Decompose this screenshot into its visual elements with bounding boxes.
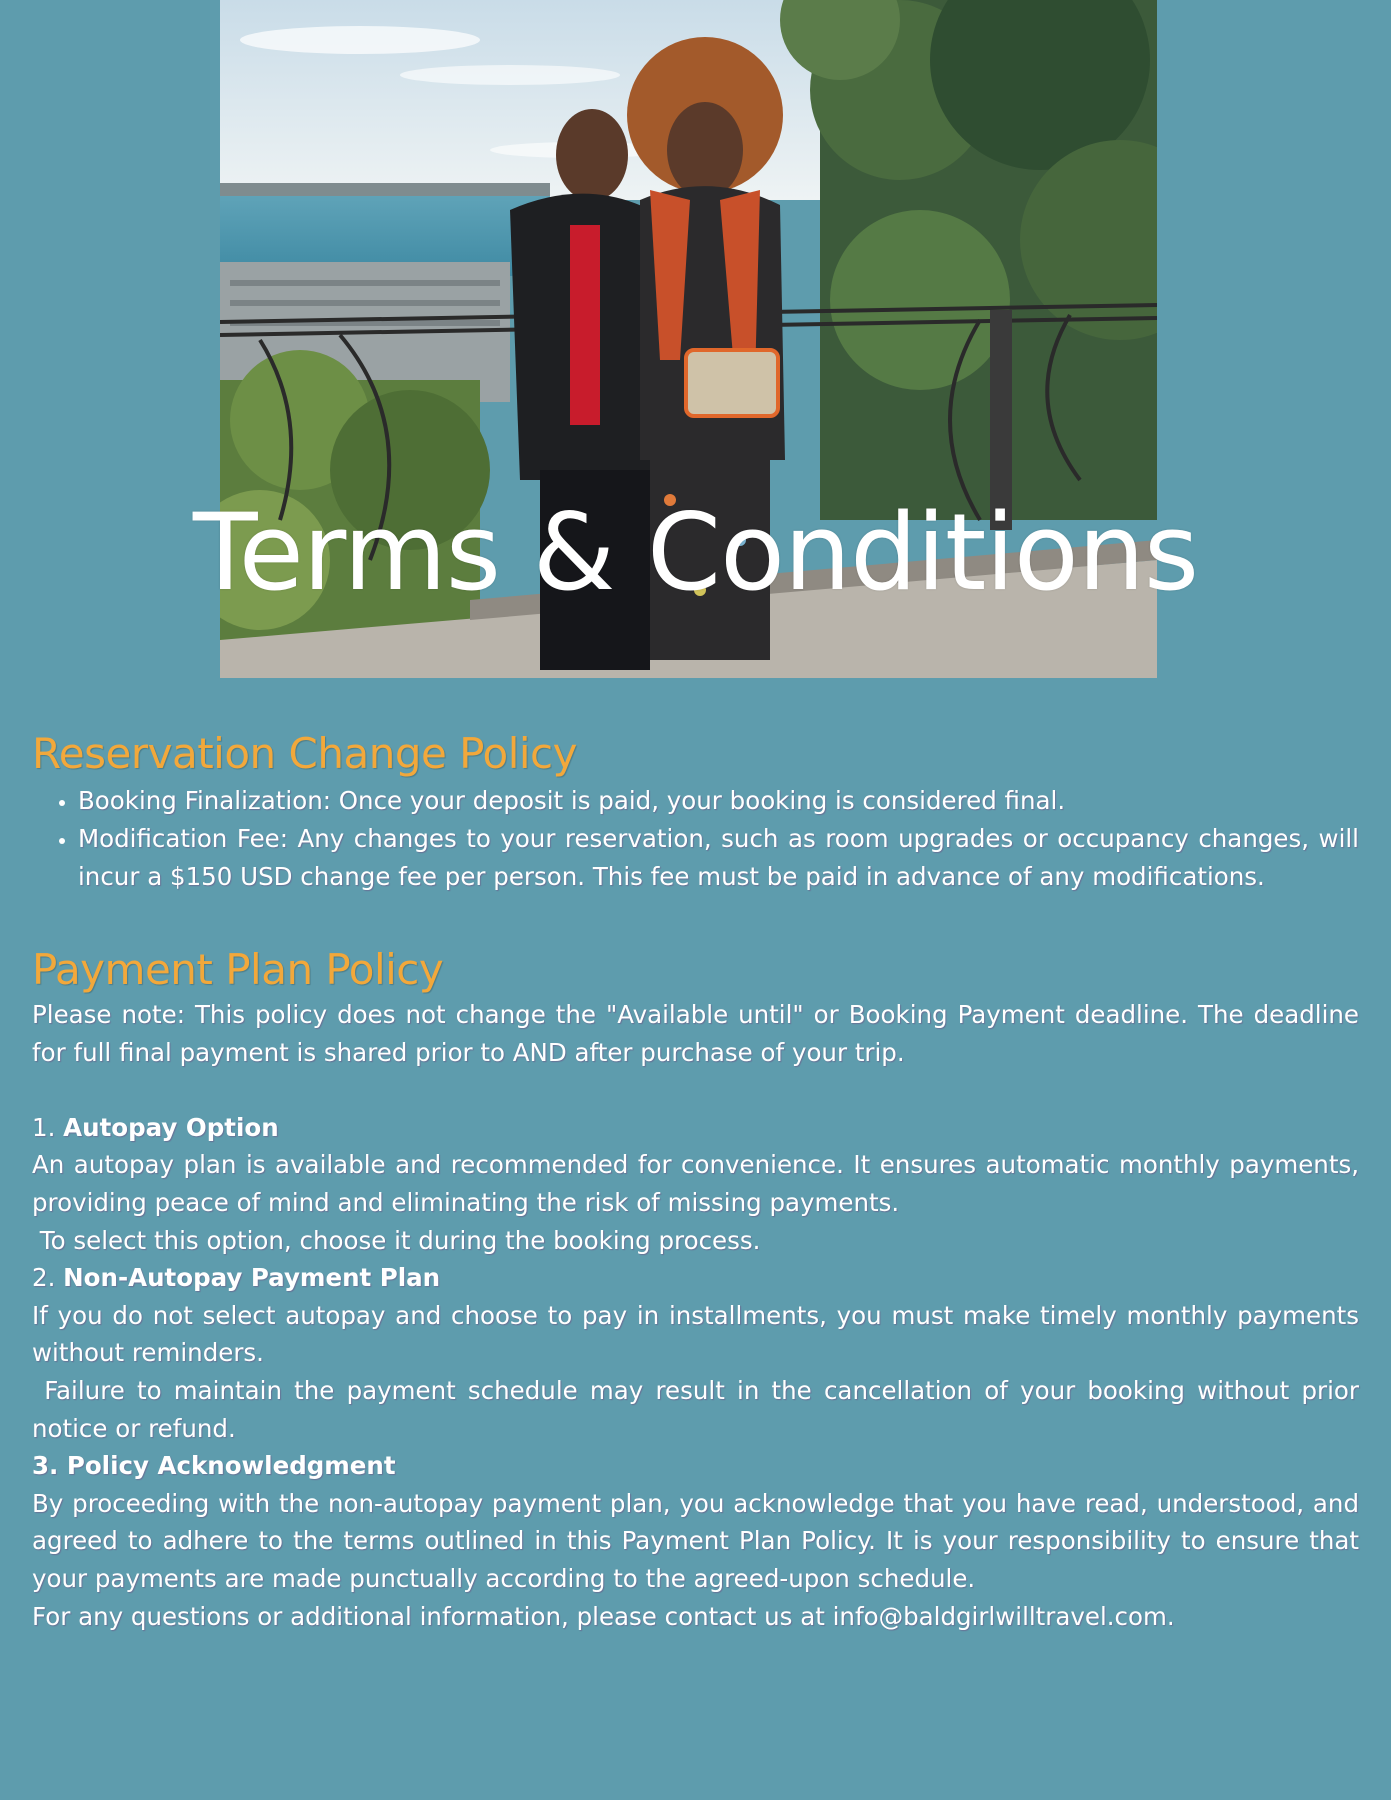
option-2-number: 2. (32, 1263, 64, 1293)
reservation-policy-list (32, 782, 1359, 896)
spacer (32, 1071, 1359, 1109)
reservation-change-policy-section (32, 728, 1359, 896)
option-3-title: 3. Policy Acknowledgment (32, 1451, 396, 1481)
option-2-heading (32, 1259, 1359, 1297)
payment-plan-policy-heading: Payment Plan Policy (32, 945, 444, 994)
page-title: Terms & Conditions (192, 491, 1199, 614)
option-3-heading (32, 1447, 1359, 1485)
payment-plan-policy-section (32, 944, 1367, 1635)
contact-info: For any questions or additional information, please contact us at info@baldgirlwilltravel.com. (32, 1601, 1175, 1631)
option-1-number: 1. (32, 1112, 64, 1142)
payment-note: Please note: This policy does not change the "Available until" or Booking Payment deadline. The deadline for full final payment is shared prior to AND after purchase of your trip. (32, 1000, 1359, 1067)
list-item: • Booking Finalization: Once your deposit is paid, your booking is considered final. (78, 782, 1359, 820)
option-2-title: Non-Autopay Payment Plan (63, 1263, 441, 1293)
option-2-body: If you do not select autopay and choose to pay in installments, you must make timely monthly payments without reminders. (32, 1300, 1359, 1368)
option-1-title: Autopay Option (63, 1112, 279, 1142)
option-2-note: Failure to maintain the payment schedule may result in the cancellation of your booking without prior notice or refund. (32, 1375, 1367, 1443)
list-item: • Modification Fee: Any changes to your reservation, such as room upgrades or occupancy changes, will incur a $150 USD change fee per person. This fee must be paid in advance of any modifications. (78, 820, 1359, 896)
reservation-change-policy-heading: Reservation Change Policy (32, 729, 577, 778)
option-1-note: To select this option, choose it during the booking process. (32, 1225, 761, 1255)
content (32, 728, 1367, 1635)
option-3-body: By proceeding with the non-autopay payment plan, you acknowledge that you have read, understood, and agreed to adhere to the terms outlined in this Payment Plan Policy. It is your responsibility to ensure that your payments are made punctually according to the agreed-upon schedule. (32, 1488, 1359, 1593)
option-1-heading (32, 1109, 1359, 1147)
option-1-body: An autopay plan is available and recommended for convenience. It ensures automatic monthly payments, providing peace of mind and eliminating the risk of missing payments. (32, 1150, 1359, 1217)
